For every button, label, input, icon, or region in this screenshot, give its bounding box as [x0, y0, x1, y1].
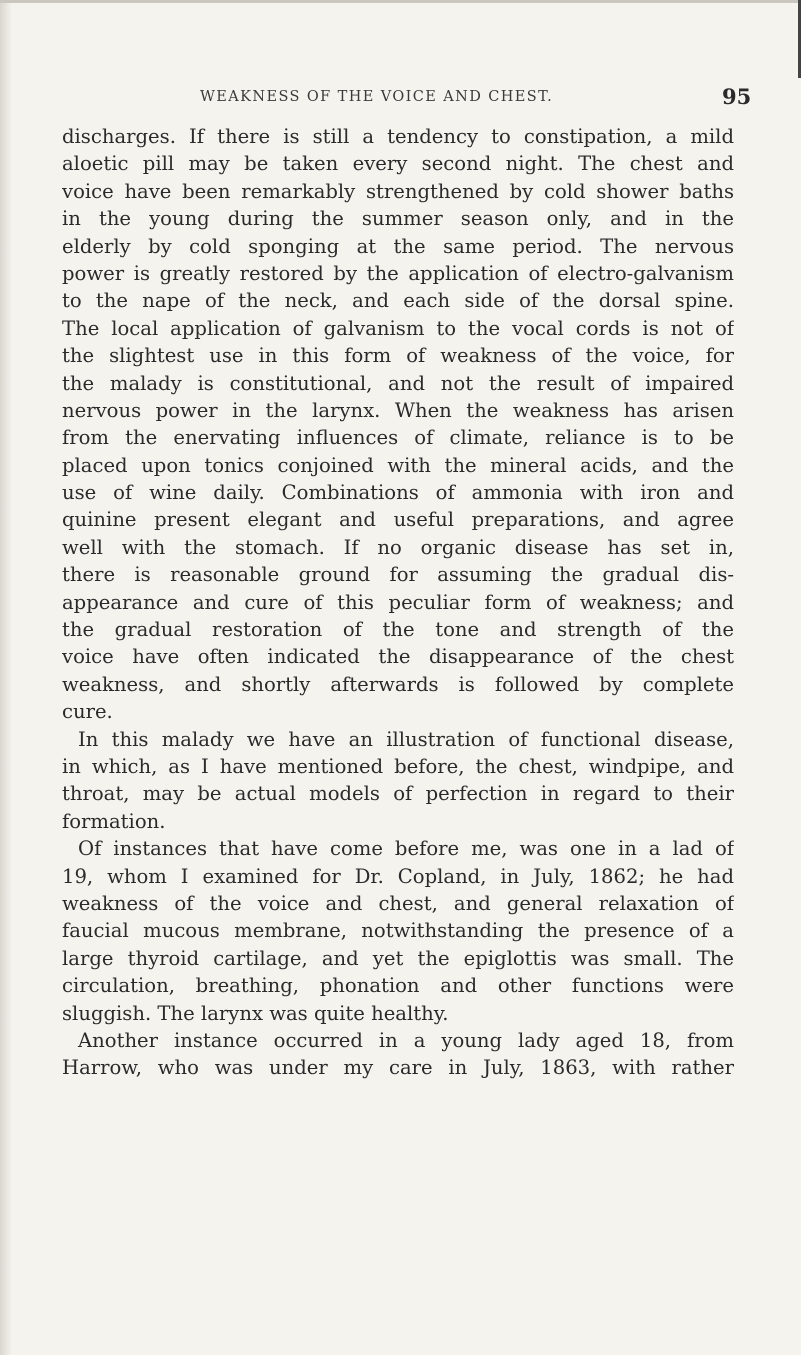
text-line: weakness, and shortly afterwards is followed by complete [62, 672, 734, 696]
text-line: nervous power in the larynx. When the weakness has arisen [62, 398, 734, 422]
page-gutter-shadow [0, 0, 12, 1355]
text-line: use of wine daily. Combinations of ammonia with iron and [62, 481, 734, 505]
text-line: the gradual restoration of the tone and strength of the [62, 618, 734, 642]
page-number: 95 [722, 84, 752, 109]
text-line: In this malady we have an illustration of functional disease, [78, 727, 734, 751]
text-line: power is greatly restored by the application of electro-galvanism [62, 261, 734, 285]
text-line: placed upon tonics conjoined with the mineral acids, and the [62, 453, 734, 477]
text-line: aloetic pill may be taken every second night. The chest and [62, 152, 734, 176]
text-line: appearance and cure of this peculiar form of weakness; and [62, 590, 734, 614]
running-head [0, 86, 801, 116]
text-line: quinine present elegant and useful preparations, and agree [62, 508, 734, 532]
paragraph [62, 1027, 734, 1082]
text-line: The local application of galvanism to the vocal cords is not of [62, 316, 734, 340]
text-line: from the enervating influences of climate, reliance is to be [62, 426, 734, 450]
text-line: Of instances that have come before me, was one in a lad of [78, 837, 734, 861]
text-line: Another instance occurred in a young lady aged 18, from [78, 1028, 734, 1052]
text-line: cure. [62, 700, 113, 724]
paragraph [62, 123, 734, 726]
text-line: formation. [62, 809, 166, 833]
text-line: voice have often indicated the disappearance of the chest [62, 645, 734, 669]
body-text [62, 123, 734, 1082]
text-line: elderly by cold sponging at the same period. The nervous [62, 234, 734, 258]
text-line: there is reasonable ground for assuming the gradual dis- [62, 563, 734, 587]
running-head-title: WEAKNESS OF THE VOICE AND CHEST. [200, 89, 554, 105]
text-line: the malady is constitutional, and not the result of impaired [62, 371, 734, 395]
text-line: to the nape of the neck, and each side of the dorsal spine. [62, 289, 734, 313]
text-line: Harrow, who was under my care in July, 1863, with rather [62, 1056, 734, 1080]
text-line: throat, may be actual models of perfection in regard to their [62, 782, 734, 806]
text-line: voice have been remarkably strengthened by cold shower baths [62, 179, 734, 203]
paragraph [62, 835, 734, 1027]
text-line: faucial mucous membrane, notwithstanding the presence of a [62, 919, 734, 943]
text-line: in which, as I have mentioned before, the chest, windpipe, and [62, 754, 734, 778]
text-line: in the young during the summer season only, and in the [62, 207, 734, 231]
page-top-edge [0, 0, 801, 3]
text-line: sluggish. The larynx was quite healthy. [62, 1001, 449, 1025]
text-line: 19, whom I examined for Dr. Copland, in July, 1862; he had [62, 864, 734, 888]
paragraph [62, 726, 734, 836]
text-line: discharges. If there is still a tendency to constipation, a mild [62, 125, 734, 148]
text-line: circulation, breathing, phonation and other functions were [62, 974, 734, 998]
text-line: weakness of the voice and chest, and general relaxation of [62, 891, 734, 915]
text-line: well with the stomach. If no organic disease has set in, [62, 535, 734, 559]
text-line: the slightest use in this form of weakness of the voice, for [62, 344, 734, 368]
text-line: large thyroid cartilage, and yet the epiglottis was small. The [62, 946, 734, 970]
